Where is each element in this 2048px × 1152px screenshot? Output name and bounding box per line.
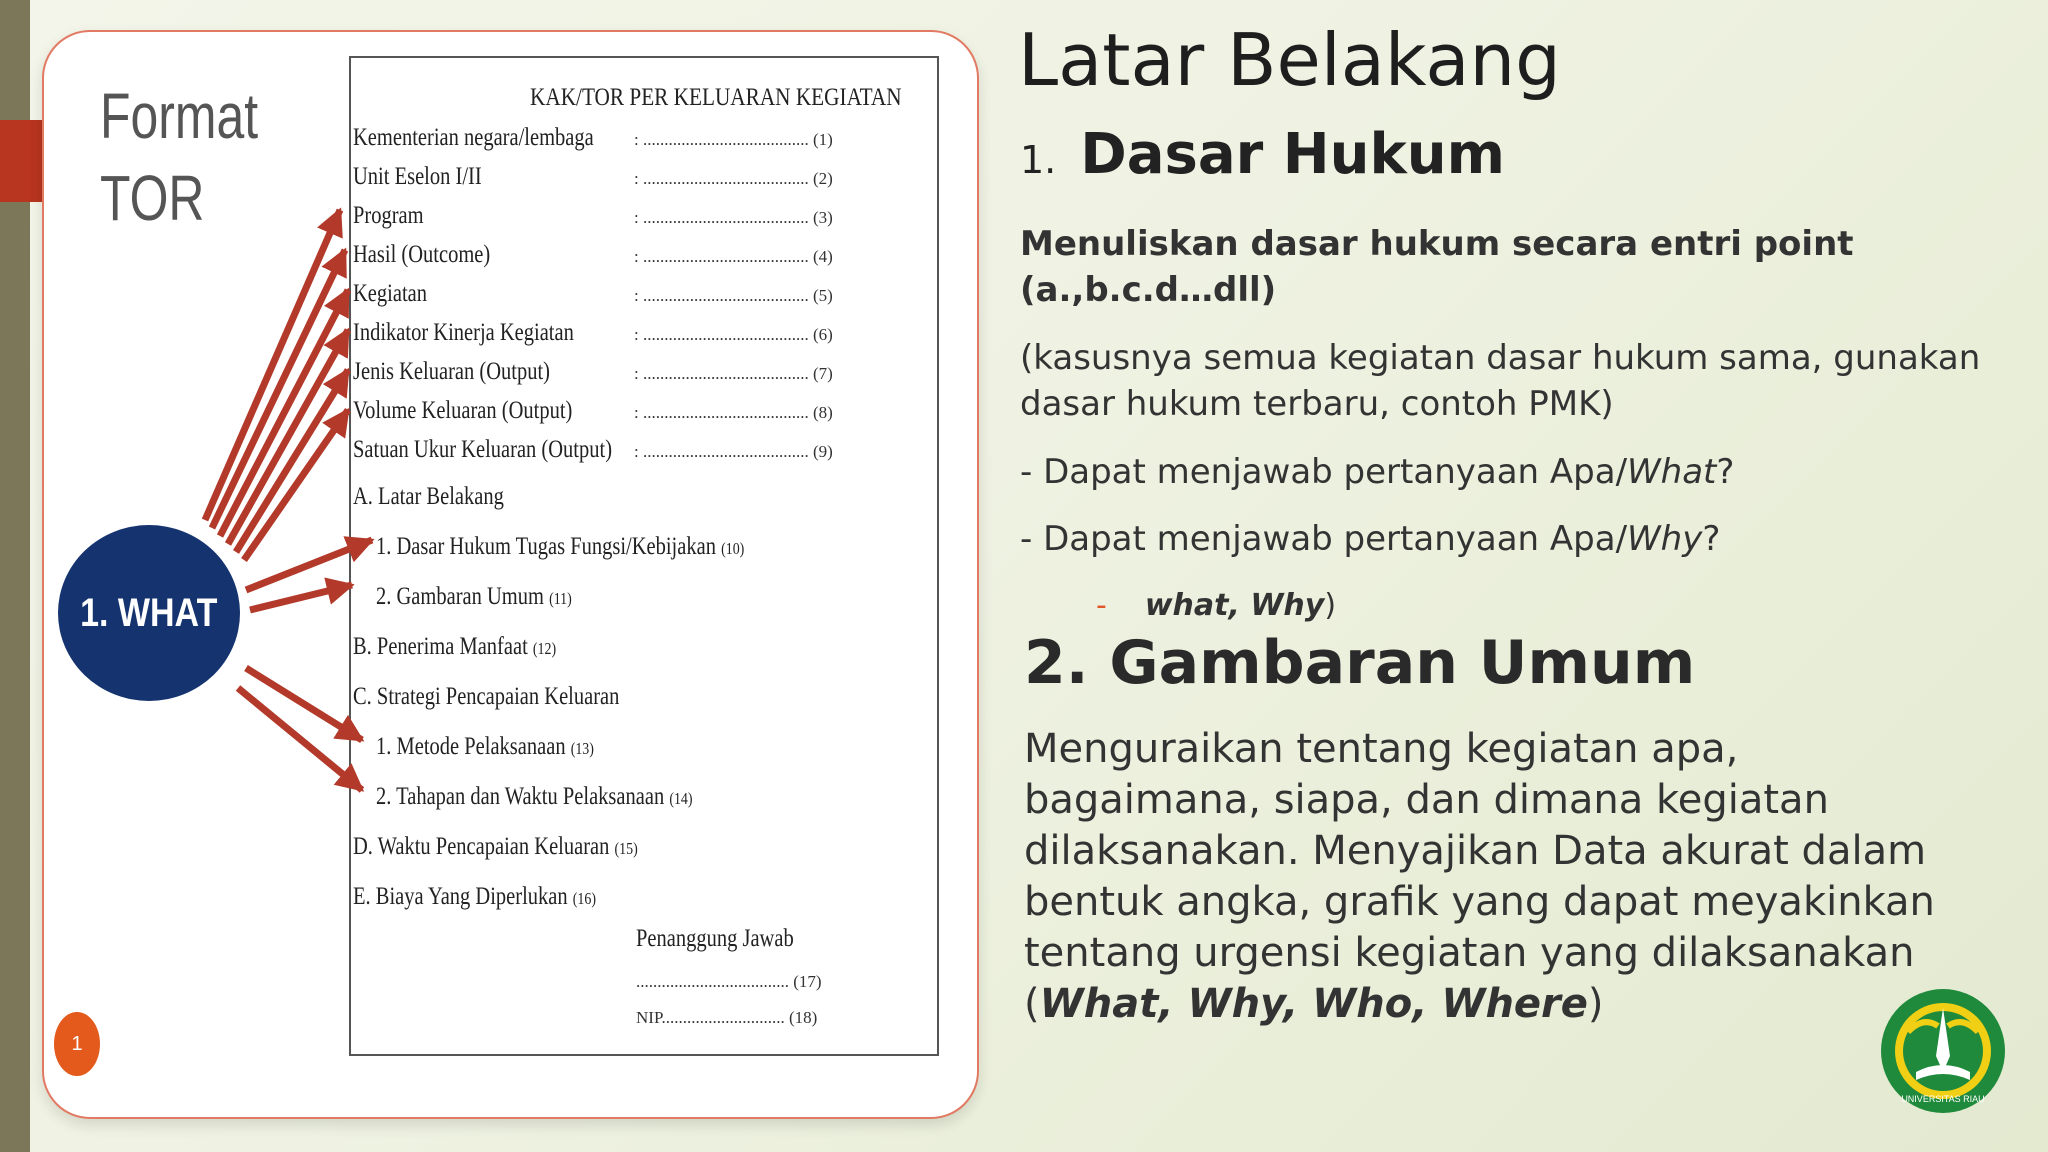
form-field-dots: : ....................................... (8) (634, 403, 833, 422)
page-number-badge: 1 (54, 1012, 100, 1076)
form-field-dots: : ....................................... (9) (634, 442, 833, 461)
form-section: B. Penerima Manfaat (12) (353, 633, 557, 660)
form-section: 2. Gambaran Umum (11) (376, 583, 572, 610)
bold-line-1: Menuliskan dasar hukum secara entri point (1020, 224, 1854, 264)
form-section: A. Latar Belakang (353, 483, 504, 510)
what-circle: 1. WHAT (58, 525, 240, 701)
form-title: KAK/TOR PER KELUARAN KEGIATAN (530, 84, 902, 111)
form-field-label: Kementerian negara/lembaga (353, 124, 594, 151)
form-field-label: Indikator Kinerja Kegiatan (353, 319, 574, 346)
form-field-label: Volume Keluaran (Output) (353, 397, 573, 424)
form-field-dots: : ....................................... (7) (634, 364, 833, 383)
form-field-dots: : ....................................... (1) (634, 130, 833, 149)
bold-line-2: (a.,b.c.d…dll) (1020, 270, 1277, 310)
form-field-label: Program (353, 202, 424, 229)
form-section: C. Strategi Pencapaian Keluaran (353, 683, 620, 710)
sub-bullet: - what, Why) (1096, 588, 1337, 623)
form-field-label: Satuan Ukur Keluaran (Output) (353, 436, 613, 463)
bullet-why: - Dapat menjawab pertanyaan Apa/Why? (1020, 519, 1721, 559)
university-logo-icon (1878, 986, 2008, 1116)
form-section: D. Waktu Pencapaian Keluaran (15) (353, 833, 638, 860)
form-field-dots: : ....................................... (4) (634, 247, 833, 266)
section-2-heading: 2. Gambaran Umum (1024, 628, 1696, 698)
form-signer-label: Penanggung Jawab (636, 925, 794, 952)
form-field-label: Hasil (Outcome) (353, 241, 491, 268)
section-2-paragraph: Menguraikan tentang kegiatan apa, bagaimana, siapa, dan dimana kegiatan dilaksanakan. Menyajikan Data akurat dalam bentuk angka, grafik yang dapat meyakinkan tentang urgensi kegiatan yang dilaksanakan (What, Why, Who, Where) (1024, 726, 1935, 1027)
form-signer-line: .................................... (17) (636, 972, 822, 991)
form-section: 1. Metode Pelaksanaan (13) (376, 733, 594, 760)
form-field-dots: : ....................................... (3) (634, 208, 833, 227)
arrow-line (205, 210, 340, 520)
form-nip-line: NIP............................. (18) (636, 1008, 818, 1027)
form-field-label: Jenis Keluaran (Output) (353, 358, 550, 385)
slide-title: Latar Belakang (1018, 18, 1561, 102)
form-section: 1. Dasar Hukum Tugas Fungsi/Kebijakan (10) (376, 533, 745, 560)
arrow-line (246, 540, 372, 590)
form-field-label: Kegiatan (353, 280, 427, 307)
form-field-dots: : ....................................... (5) (634, 286, 833, 305)
section-1-heading: 1. Dasar Hukum (1020, 122, 1505, 187)
form-field-dots: : ....................................... (2) (634, 169, 833, 188)
form-field-dots: : ....................................... (6) (634, 325, 833, 344)
format-tor-label: Format TOR (100, 80, 259, 234)
note-line-1: (kasusnya semua kegiatan dasar hukum sama, gunakan (1020, 338, 1981, 378)
form-section: E. Biaya Yang Diperlukan (16) (353, 883, 597, 910)
svg-text:UNIVERSITAS RIAU: UNIVERSITAS RIAU (1901, 1094, 1985, 1104)
arrow-line (246, 668, 362, 740)
form-field-label: Unit Eselon I/II (353, 163, 482, 190)
bullet-what: - Dapat menjawab pertanyaan Apa/What? (1020, 452, 1735, 492)
form-section: 2. Tahapan dan Waktu Pelaksanaan (14) (376, 783, 693, 810)
arrow-line (250, 585, 352, 610)
note-line-2: dasar hukum terbaru, contoh PMK) (1020, 384, 1614, 424)
